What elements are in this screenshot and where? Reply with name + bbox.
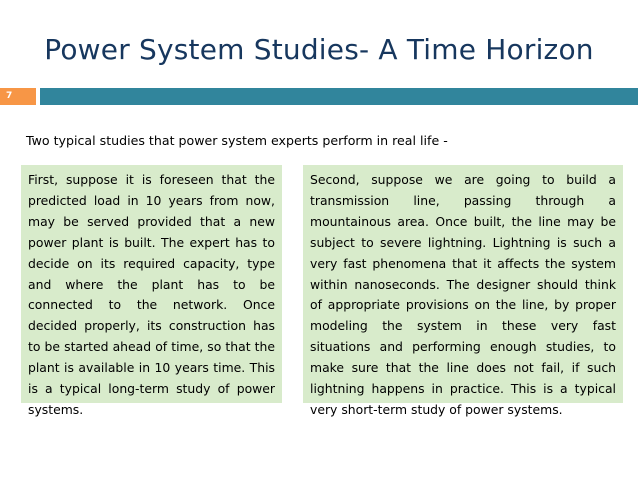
long-term-study-box xyxy=(21,165,282,417)
slide-title: Power System Studies- A Time Horizon xyxy=(44,33,594,66)
page-number-badge xyxy=(0,88,36,105)
header-divider-bar xyxy=(40,88,638,105)
page-number: 7 xyxy=(6,91,13,101)
intro-text: Two typical studies that power system experts perform in real life - xyxy=(26,133,448,148)
short-term-study-box xyxy=(303,165,623,417)
long-term-study-text: First, suppose it is foreseen that the predicted load in 10 years from now, may be served provided that a new power plant is built. The expert has to decide on its required capacity, type and where the plant has to be connected to the network. Once decided properly, its construction has to be started ahead of time, so that the plant is available in 10 years time. This is a typical long-term study of power systems. xyxy=(28,172,275,417)
short-term-study-text: Second, suppose we are going to build a transmission line, passing through a mountainous area. Once built, the line may be subject to severe lightning. Lightning is such a very fast phenomena that it affects the system within nanoseconds. The designer should think of appropriate provisions on the line, by proper modeling the system in these very fast situations and performing enough studies, to make sure that the line does not fail, if such lightning happens in practice. This is a typical very short-term study of power systems. xyxy=(310,172,616,417)
